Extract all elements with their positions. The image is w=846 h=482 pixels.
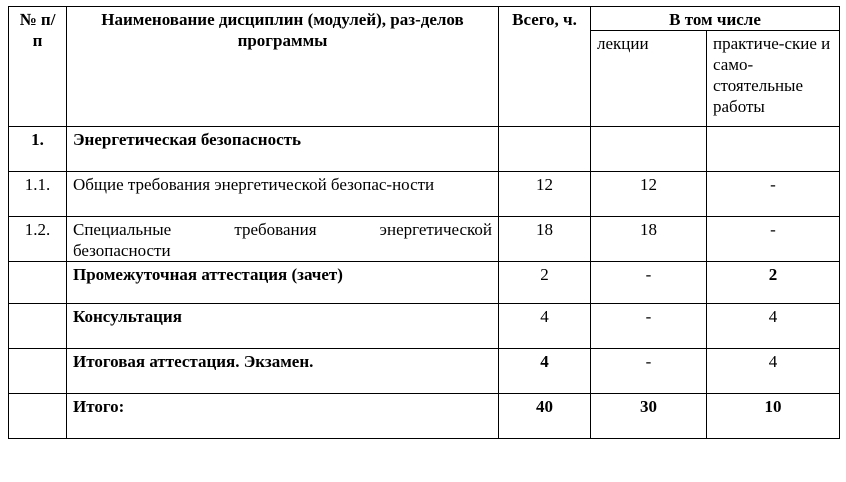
row-lectures (591, 127, 707, 172)
row-total: 40 (499, 394, 591, 439)
header-practical (707, 31, 840, 127)
row-num: 1.2. (9, 217, 67, 262)
row-practical: 4 (707, 304, 840, 349)
row-name: Энергетическая безопасность (67, 127, 499, 172)
row-num (9, 304, 67, 349)
header-practical-text: практиче-ские и само-стоятельные работы (713, 34, 831, 116)
row-practical: - (707, 217, 840, 262)
row-name-line2: безопасности (73, 241, 171, 260)
header-num-text: № п/п (19, 10, 56, 50)
row-total (499, 127, 591, 172)
row-lectures: 18 (591, 217, 707, 262)
row-total: 4 (499, 304, 591, 349)
table-row (9, 262, 840, 304)
header-num (9, 7, 67, 127)
row-practical: - (707, 172, 840, 217)
row-total: 12 (499, 172, 591, 217)
row-practical: 10 (707, 394, 840, 439)
row-practical: 4 (707, 349, 840, 394)
row-total: 4 (499, 349, 591, 394)
header-name-text: Наименование дисциплин (модулей), раз-делов программы (101, 10, 464, 50)
row-total: 2 (499, 262, 591, 304)
row-name: Общие требования энергетической безопас-ности (67, 172, 499, 217)
row-num (9, 349, 67, 394)
header-name (67, 7, 499, 127)
row-lectures: - (591, 349, 707, 394)
table-row (9, 172, 840, 217)
row-name: Консультация (67, 304, 499, 349)
table-row (9, 304, 840, 349)
header-total-text: Всего, ч. (512, 10, 577, 29)
header-total (499, 7, 591, 127)
row-name (67, 217, 499, 262)
header-including-text: В том числе (669, 10, 761, 29)
row-num (9, 262, 67, 304)
row-name: Итоговая аттестация. Экзамен. (67, 349, 499, 394)
row-total: 18 (499, 217, 591, 262)
table-row (9, 127, 840, 172)
row-lectures: 12 (591, 172, 707, 217)
table-row (9, 349, 840, 394)
table-row (9, 217, 840, 262)
row-num: 1.1. (9, 172, 67, 217)
header-row-1 (9, 7, 840, 31)
row-name: Промежуточная аттестация (зачет) (67, 262, 499, 304)
table-row (9, 394, 840, 439)
row-lectures: - (591, 262, 707, 304)
row-practical (707, 127, 840, 172)
row-name: Итого: (67, 394, 499, 439)
row-lectures: - (591, 304, 707, 349)
curriculum-table (8, 6, 840, 439)
header-lectures (591, 31, 707, 127)
row-practical: 2 (707, 262, 840, 304)
row-num (9, 394, 67, 439)
row-name-line1: Специальные требования энергетической (73, 220, 492, 239)
row-lectures: 30 (591, 394, 707, 439)
header-including (591, 7, 840, 31)
header-lectures-text: лекции (597, 34, 649, 53)
row-num: 1. (9, 127, 67, 172)
